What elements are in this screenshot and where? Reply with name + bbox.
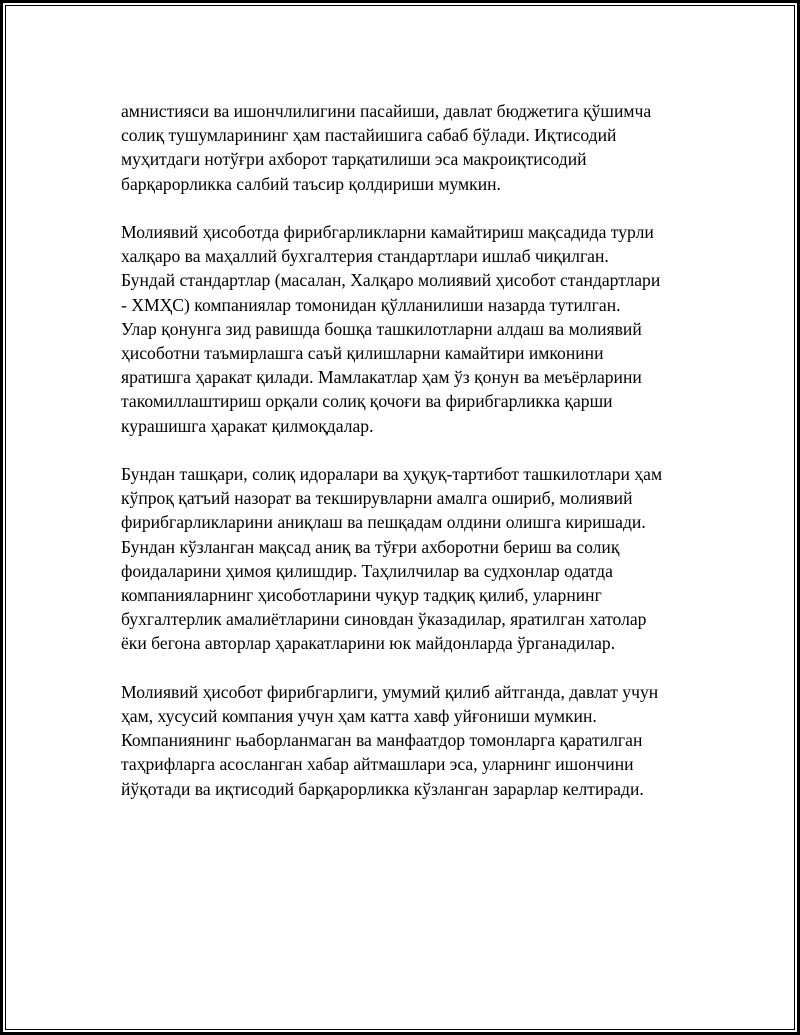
text-line: таҳрифларга асосланган хабар айтмашлари эса, уларнинг ишончини (121, 754, 634, 775)
text-line: яратишга ҳаракат қилади. Мамлакатлар ҳам ўз қонун ва меъёрларини (121, 367, 642, 388)
text-line: такомиллаштириш орқали солиқ қочоғи ва фирибгарликка қарши (121, 391, 613, 412)
text-line: ҳисоботни таъмирлашга саъй қилишларни камайтири имконини (121, 343, 604, 364)
text-line: кўпроқ қатъий назорат ва текширувларни амалга ошириб, молиявий (121, 488, 633, 509)
paragraph-4 (121, 680, 711, 801)
text-line: курашишга ҳаракат қилмоқдалар. (121, 415, 374, 436)
text-line: - ХМҲС) компаниялар томонидан қўлланилиши назарда тутилган. (121, 294, 621, 315)
text-line: бухгалтерлик амалиётларини синовдан ўказадилар, яратилган хатолар (121, 609, 647, 630)
text-line: Молиявий ҳисоботда фирибгарликларни камайтириш мақсадида турли (121, 222, 654, 242)
paragraph-1 (121, 99, 711, 196)
text-line: солиқ тушумларининг ҳам пастайишига сабаб бўлади. Иқтисодий (121, 125, 617, 146)
text-line: ҳам, хусусий компания учун ҳам катта хавф уйғониши мумкин. (121, 706, 597, 727)
text-line: Бундай стандартлар (масалан, Халқаро молиявий ҳисобот стандартлари (121, 270, 661, 291)
text-line: муҳитдаги нотўғри ахборот тарқатилиши эса макроиқтисодий (121, 149, 587, 170)
paragraph-3 (121, 462, 711, 656)
text-line: йўқотади ва иқтисодий барқарорликка кўзланган зарарлар келтиради. (121, 778, 644, 799)
text-line: ёки бегона авторлар ҳаракатларини юк майдонларда ўрганадилар. (121, 633, 616, 654)
text-line: фоидаларини ҳимоя қилишдир. Таҳлилчилар ва судхонлар одатда (121, 560, 613, 581)
text-line: Компаниянинг њаборланмаган ва манфаатдор томонларга қаратилган (121, 730, 643, 751)
text-line: Молиявий ҳисобот фирибгарлиги, умумий қилиб айтганда, давлат учун (121, 681, 659, 702)
text-line: амнистияси ва ишончлилигини пасайиши, давлат бюджетига қўшимча (121, 101, 652, 121)
text-line: барқарорликка салбий таъсир қолдириши мумкин. (121, 173, 501, 194)
paragraph-2 (121, 220, 711, 438)
document-body (121, 99, 711, 825)
text-line: халқаро ва маҳаллий бухгалтерия стандартлари ишлаб чиқилган. (121, 246, 609, 267)
text-line: фирибгарликларини аниқлаш ва пешқадам олдини олишга киришади. (121, 512, 646, 533)
text-line: компанияларнинг ҳисоботларини чуқур тадқиқ қилиб, уларнинг (121, 585, 602, 606)
text-line: Улар қонунга зид равишда бошқа ташкилотларни алдаш ва молиявий (121, 318, 642, 339)
text-line: Бундан ташқари, солиқ идоралари ва ҳуқуқ-тартибот ташкилотлари ҳам (121, 464, 663, 485)
text-line: Бундан кўзланган мақсад аниқ ва тўғри ахборотни бериш ва солиқ (121, 536, 620, 557)
